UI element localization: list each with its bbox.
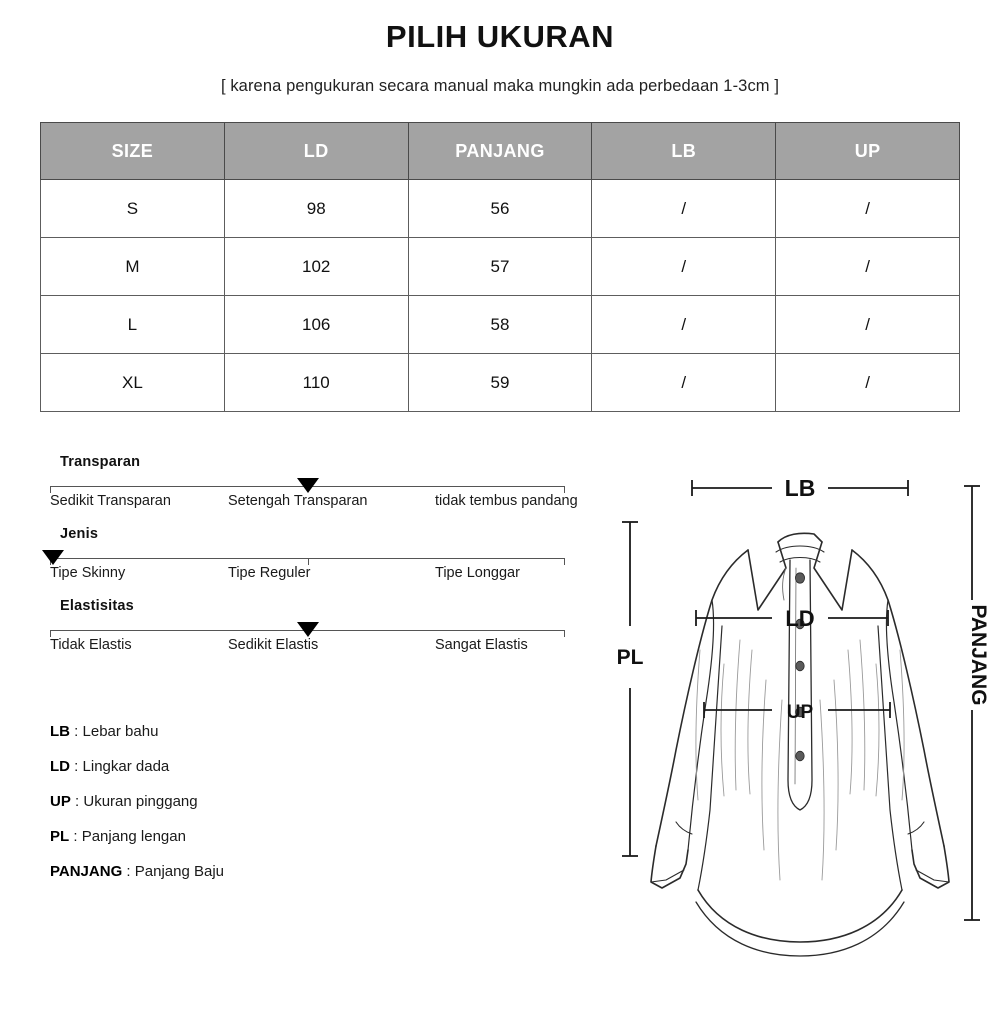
slider-marker-triangle-icon[interactable] — [297, 478, 319, 493]
legend-abbr: LB — [50, 723, 70, 740]
page-subtitle: [ karena pengukuran secara manual maka mungkin ada perbedaan 1-3cm ] — [220, 77, 780, 95]
diagram-label-up: UP — [786, 702, 814, 723]
slider-elastisitas — [50, 598, 610, 659]
cell-lb: / — [592, 180, 776, 238]
slider-marker-triangle-icon[interactable] — [42, 550, 64, 565]
rail-tick-start-icon — [50, 630, 51, 637]
rail-tick-end-icon — [564, 486, 565, 493]
cell-panjang: 59 — [408, 354, 592, 412]
slider-label-option-1: Setengah Transparan — [228, 493, 368, 509]
legend-separator: : — [70, 793, 84, 810]
cell-ld: 102 — [224, 238, 408, 296]
size-table — [40, 122, 960, 412]
rail-tick-end-icon — [564, 630, 565, 637]
legend-separator: : — [122, 863, 135, 880]
column-header-ld: LD — [224, 123, 408, 180]
diagram-label-ld: LD — [785, 606, 815, 631]
rail-tick-middle-icon — [308, 558, 309, 565]
cell-ld: 110 — [224, 354, 408, 412]
slider-jenis — [50, 526, 610, 587]
slider-rail-transparan[interactable] — [50, 477, 610, 491]
legend-item-ld — [50, 758, 470, 775]
cell-up: / — [776, 238, 960, 296]
slider-label-option-1: Tipe Reguler — [228, 565, 311, 581]
table-row — [41, 180, 960, 238]
diagram-label-panjang: PANJANG — [967, 604, 990, 706]
legend-desc: Panjang lengan — [81, 828, 186, 845]
legend-item-panjang — [50, 863, 470, 880]
cell-size: M — [41, 238, 225, 296]
diagram-label-pl: PL — [616, 646, 644, 669]
attribute-sliders-panel — [50, 454, 610, 670]
cell-up: / — [776, 354, 960, 412]
slider-labels-transparan — [50, 493, 610, 515]
slider-label-option-0: Tipe Skinny — [50, 565, 126, 581]
slider-title-elastisitas: Elastisitas — [60, 598, 134, 614]
slider-title-jenis: Jenis — [60, 526, 99, 542]
table-row — [41, 238, 960, 296]
column-header-up: UP — [776, 123, 960, 180]
cell-ld: 106 — [224, 296, 408, 354]
slider-title-transparan: Transparan — [60, 454, 141, 470]
cell-lb: / — [592, 354, 776, 412]
column-header-lb: LB — [592, 123, 776, 180]
cell-size: XL — [41, 354, 225, 412]
diagram-label-lb: LB — [784, 475, 816, 501]
legend-item-pl — [50, 828, 470, 845]
cell-lb: / — [592, 238, 776, 296]
legend-desc: Ukuran pinggang — [83, 793, 198, 810]
rail-tick-end-icon — [564, 558, 565, 565]
legend-separator: : — [70, 723, 83, 740]
table-row — [41, 296, 960, 354]
table-header-row — [41, 123, 960, 180]
cell-size: S — [41, 180, 225, 238]
table-row — [41, 354, 960, 412]
cell-panjang: 58 — [408, 296, 592, 354]
column-header-panjang: PANJANG — [408, 123, 592, 180]
slider-rail-jenis[interactable] — [50, 549, 610, 563]
legend-desc: Lebar bahu — [82, 723, 159, 740]
measurement-legend — [50, 723, 470, 898]
slider-label-option-0: Sedikit Transparan — [50, 493, 171, 509]
slider-label-option-2: tidak tembus pandang — [435, 493, 578, 509]
cell-up: / — [776, 296, 960, 354]
legend-separator: : — [69, 828, 82, 845]
slider-label-option-2: Tipe Longgar — [435, 565, 520, 581]
slider-label-option-1: Sedikit Elastis — [228, 637, 319, 653]
cell-panjang: 57 — [408, 238, 592, 296]
slider-rail-elastisitas[interactable] — [50, 621, 610, 635]
legend-item-lb — [50, 723, 470, 740]
shirt-measurement-diagram — [600, 450, 1000, 980]
cell-ld: 98 — [224, 180, 408, 238]
slider-labels-jenis — [50, 565, 610, 587]
legend-desc: Lingkar dada — [82, 758, 170, 775]
cell-panjang: 56 — [408, 180, 592, 238]
slider-labels-elastisitas — [50, 637, 610, 659]
column-header-size: SIZE — [41, 123, 225, 180]
legend-abbr: UP — [50, 793, 71, 810]
rail-tick-start-icon — [50, 486, 51, 493]
page-title: PILIH UKURAN — [385, 19, 615, 54]
legend-desc: Panjang Baju — [134, 863, 224, 880]
cell-lb: / — [592, 296, 776, 354]
slider-transparan — [50, 454, 610, 515]
size-table-container — [40, 122, 960, 412]
legend-abbr: PL — [50, 828, 70, 845]
legend-separator: : — [70, 758, 83, 775]
legend-abbr: LD — [50, 758, 70, 775]
legend-abbr: PANJANG — [50, 863, 123, 880]
slider-label-option-2: Sangat Elastis — [435, 637, 528, 653]
slider-marker-triangle-icon[interactable] — [297, 622, 319, 637]
legend-item-up — [50, 793, 470, 810]
cell-size: L — [41, 296, 225, 354]
slider-label-option-0: Tidak Elastis — [50, 637, 132, 653]
cell-up: / — [776, 180, 960, 238]
